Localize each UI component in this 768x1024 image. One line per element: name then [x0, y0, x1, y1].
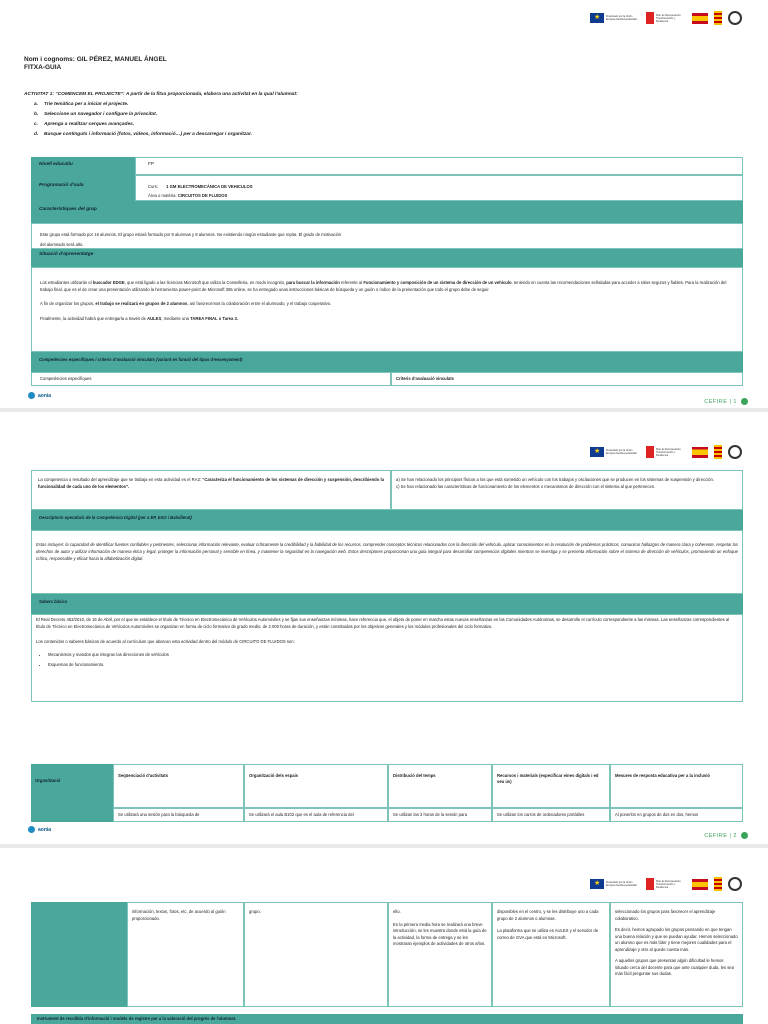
competencies-col2 — [391, 372, 743, 386]
instrument-header — [31, 1014, 743, 1024]
descriptors-body — [31, 530, 743, 594]
sabers-label: Sabers bàsics — [39, 599, 68, 604]
org-label: Organització — [35, 778, 61, 783]
cefire-logo — [728, 877, 742, 891]
spain-government-logo — [692, 445, 708, 459]
cefire-logo — [728, 445, 742, 459]
criteria-a: a) Se han relacionado los principios físicos a los que está sometido un vehículo con los trabajos y oscilaciones que se producen en los sistemas de suspensión y dirección. — [396, 477, 714, 482]
grup-header — [31, 201, 743, 223]
activity-item-text: Busque continguts i informació (fotos, vídeos, informació…) per a descarregar i organitzar. — [44, 132, 252, 137]
descriptors-label: Descriptor/s operatiu/s de la Competència Digital (per a EP, ESO i Batxillerat) — [39, 515, 192, 520]
situacio-label: Situació d’aprenentatge — [39, 252, 94, 257]
plan-logo-text: Plan de Recuperación, Transformación y Resiliencia — [656, 447, 682, 457]
activity-item — [34, 100, 544, 110]
org-row-cell: Se utilizará el aula B102 que es el aula de referencia del — [244, 808, 388, 822]
situacio-body — [31, 267, 743, 352]
eu-funding-logo — [590, 877, 640, 891]
activity-item-letter: a. — [34, 102, 39, 107]
student-name: Nom i cognoms: GIL PÉREZ, MANUEL ÁNGEL — [24, 56, 167, 63]
grup-body — [31, 223, 743, 249]
org-cont-text-5c: A aquellos grupos que presentan algún dificultad le hemos situado cerca del docente para que ante cualquier duda, les sea más fácil preguntar sus dudas. — [615, 958, 734, 976]
nivell-value-cell — [135, 157, 743, 175]
situacio-paragraph-2: A fin de organizar los grupos, el trabajo se realizará en grupos de 2 alumnos, así favorecemos la colaboración entre el alumnado, y el trabajo cooperativo. — [40, 301, 332, 306]
criteria-c: c) Se han relacionado las características de funcionamiento de los elementos o mecanismos de dirección con el sistema al que pertenecen. — [396, 483, 656, 489]
org-cont-text-4b: La plataforma que se utiliza es AULES y el servidor de correo de GVA que está en Microsoft. — [497, 928, 599, 940]
footer-page-number — [704, 832, 748, 839]
recovery-plan-icon — [646, 12, 654, 24]
cefire-icon — [728, 445, 742, 459]
gva-icon — [714, 445, 722, 459]
spain-government-logo — [692, 11, 708, 25]
generalitat-valenciana-logo — [714, 877, 722, 891]
competence-cell — [31, 470, 391, 510]
header-logos — [590, 442, 742, 462]
sabers-header — [31, 594, 743, 614]
competencies-header-text: Competències específiques i criteris d’avaluació vinculats (variant en funció del tipus d’ensenyament) — [39, 357, 243, 362]
org-cont-text-4: disponibles en el centro, y se les distribuye uno a cada grupo de 2 alumnos o alumnas. — [497, 909, 599, 921]
org-header-cell: Distribució del temps — [388, 764, 492, 808]
sabers-body — [31, 614, 743, 702]
sabers-list — [36, 650, 738, 670]
page-2 — [0, 412, 768, 844]
plan-logo-text: Plan de Recuperación, Transformación y Resiliencia — [656, 13, 682, 23]
activity-intro: ACTIVITAT 1: “COMENCEM EL PROJECTE”: A partir de la fitxa proporcionada, elabora una activitat en la qual l’alumnat: — [24, 92, 298, 97]
org-label-cell-continued — [31, 902, 127, 1007]
cefire-icon — [728, 877, 742, 891]
recovery-plan-icon — [646, 878, 654, 890]
area-value: CIRCUITOS DE FLUIDOS — [177, 193, 228, 198]
instrument-label: Instrument de recollida d’informació i models de registre per a la valoració del progrés de l’alumnat. — [37, 1016, 237, 1021]
descriptors-text: Estas incluyen: la capacidad de identificar fuentes confiables y pertinentes, seleccionar información relevante, evaluar críticamente la credibilidad y la fiabilidad de los recursos, comprender conceptos técnicos relacionados con la dirección del vehículo, aplicar conocimientos en la resolución de problemas prácticos, comunicar hallazgos de manera clara y coherente, respetar los derechos de autor y utilizar información de manera ética y legal, proteger la información personal y sensible en línea, y mantener la seguridad en la navegación web. Estos descriptores proporcionan una guía integral para desarrollar competencias digitales mientras se investiga y se presenta información sobre el sistema de dirección de vehículos, promoviendo un enfoque crítico, responsable y eficaz hacia la alfabetización digital. — [36, 542, 738, 561]
spain-flag-icon — [692, 447, 708, 458]
spain-flag-icon — [692, 13, 708, 24]
sabers-list-item: • Mecanismos y mandos que integran las direcciones de vehículos — [48, 650, 738, 660]
cefire-dot-icon — [741, 832, 748, 839]
grup-label: Característiques del grup — [39, 207, 97, 212]
footer-brand: aonia — [38, 826, 52, 833]
sabers-list-item: • Esquemas de funcionamiento. — [48, 660, 738, 670]
activity-item-letter: b. — [34, 112, 39, 117]
eu-funding-logo — [590, 445, 640, 459]
eu-logo-text: Financiado por la Unión Europea NextGenerationEU — [606, 449, 638, 455]
sabers-paragraph-1: El Real Decreto 453/2010, de 16 de Abril, por el que se establece el título de Técnico en Electromecánica de Vehículos Automóviles y se fijan sus enseñanzas mínimas, hace referencia que, el objeto de poner en marcha estas nuevas enseñanzas en las Comunidades Autónomas, se desarrolle el currículo correspondiente a las mismas. Las enseñanzas correspondientes al título de Técnico en Electromecánica de Vehículos Automóviles se organizan en forma de ciclo formativo de grado medio, de 2.000 horas de duración, y están constituidas por los objetivos generales y los módulos profesionales del ciclo formativo. — [36, 617, 730, 629]
activity-list — [24, 100, 544, 140]
spain-government-logo — [692, 877, 708, 891]
aonia-icon — [28, 392, 35, 399]
activity-item-letter: d. — [34, 132, 39, 137]
page-3 — [0, 848, 768, 1024]
header-logos — [590, 8, 742, 28]
competencies-header — [31, 352, 743, 372]
criteria-cell — [391, 470, 743, 510]
page-1 — [0, 0, 768, 408]
eu-flag-icon — [590, 879, 604, 889]
aonia-icon — [28, 826, 35, 833]
recovery-plan-logo — [646, 11, 686, 25]
org-cont-col2 — [244, 902, 388, 1007]
recovery-plan-logo — [646, 445, 686, 459]
org-header-cell: Mesures de resposta educativa per a la inclusió — [610, 764, 743, 808]
org-header-cell: Recursos i materials (especificar eines digitals i ed seu ús) — [492, 764, 610, 808]
activity-item — [34, 110, 544, 120]
cefire-icon — [728, 11, 742, 25]
footer-aonia-logo — [28, 392, 51, 399]
situacio-header — [31, 249, 743, 267]
org-label-cell — [31, 764, 113, 822]
situacio-paragraph-3: Finalmente, la actividad habrá que entregarla a través de AULES, mediante una TAREA FINAL o Tarea 3. — [40, 315, 238, 321]
nivell-value: FP — [148, 162, 155, 167]
grup-text: Este grupo está formado por 16 alumnos. El grupo estará formado por 8 alumnas y 8 alumnos. No existiendo ningún estudiante que repita. El grado de motivación — [40, 232, 342, 237]
activity-item — [34, 120, 544, 130]
eu-logo-text: Financiado por la Unión Europea NextGenerationEU — [606, 881, 638, 887]
org-cont-col4 — [492, 902, 610, 1007]
activity-item-text: Aprenga a realitzar cerques avançades. — [44, 122, 135, 127]
org-cont-text-1: información, textos, fotos, etc, de acuerdo al guión proporcionado. — [132, 909, 226, 921]
document-type: FITXA-GUIA — [24, 64, 62, 71]
footer-aonia-logo — [28, 826, 51, 833]
competence-text: La competencia o resultado del aprendizaje que se trabaja en esta actividad es el RA3: — [38, 477, 203, 482]
org-cont-col3 — [388, 902, 492, 1007]
org-row-cell: Al ponerlos en grupos de dos en dos, hemos — [610, 808, 743, 822]
org-row-cell: Se utilizará una sesión para la búsqueda de — [113, 808, 244, 822]
competencies-col1 — [31, 372, 391, 386]
competencies-col2-label: Criteris d’avaluació vinculats — [396, 376, 454, 381]
curs-label: Curs: — [148, 184, 159, 189]
org-row-cell: Se utilizan los carros de ordenadores portátiles — [492, 808, 610, 822]
org-header-cell: Seqüenciació d’activitats — [113, 764, 244, 808]
eu-flag-icon — [590, 447, 604, 457]
footer-page-number — [704, 398, 748, 405]
nivell-label-cell — [31, 157, 135, 175]
recovery-plan-icon — [646, 446, 654, 458]
cefire-logo — [728, 11, 742, 25]
org-cont-text-3: ello. — [393, 909, 401, 914]
activity-item-text: Trie temàtica per a iniciar el projecte. — [44, 102, 129, 107]
cefire-dot-icon — [741, 398, 748, 405]
eu-flag-icon — [590, 13, 604, 23]
situacio-paragraph-1: Los estudiantes utilizarán el buscador EDGE, que está ligado a las licencias Microsoft que utiliza la Conselleria, en modo incognito, para buscar la información referente al Funcionamiento y composición de un sistema de dirección de un vehículo, teniendo en cuenta las recomendaciones señaladas para acceder a sitios seguros y fiables. Para la realización del trabajo final, que es el de crear una presentación utilizando la herramienta power-point de Microsoft 365 online, se ha entregado unas instrucciones básicas de búsqueda y un guión o índice de la presentación que todo el grupo debe de seguir. — [40, 280, 727, 292]
org-cont-text-5b: Es decir, hemos agrupado los grupos pensando en que tengan una buena relación y que se puedan ayudar. Hemos seleccionado un alumno que es más líder y tiene mejores cualidades para el aprendizaje y otro al quede cuesta más. — [615, 927, 738, 952]
grup-text-2: del alumnado será alto. — [40, 242, 84, 247]
page-number: CEFIRE | 2 — [704, 832, 737, 839]
gva-icon — [714, 11, 722, 25]
area-label: Àrea o matèria: — [148, 193, 177, 198]
competence-ra3: “Caracteriza el funcionamiento de los sistemas de dirección y suspensión, describiendo la funcionalidad de cada uno de los elementos”. — [38, 477, 384, 489]
activity-item-text: Seleccione un navegador i configure la privacitat. — [44, 112, 158, 117]
org-cont-text-3b: En la primera media hora se realizará una breve introducción, se les muestra donde está la guía de la actividad, la forma de entrega y se les mostraran ejemplos de actividades de otros años. — [393, 921, 487, 946]
header-logos — [590, 874, 742, 894]
programacio-label: Programació d’aula — [39, 183, 84, 188]
competencies-col1-label: Competències específiques — [40, 376, 92, 381]
eu-logo-text: Financiado por la Unión Europea NextGenerationEU — [606, 15, 638, 21]
org-cont-text-2: grupo. — [249, 909, 261, 914]
activity-item — [34, 130, 544, 140]
org-row-cell: Se utilizan las 3 horas de la sesión para — [388, 808, 492, 822]
programacio-label-cell — [31, 175, 135, 201]
org-cont-col1 — [127, 902, 244, 1007]
footer-brand: aonia — [38, 392, 52, 399]
generalitat-valenciana-logo — [714, 445, 722, 459]
nivell-label: Nivell educatiu — [39, 162, 73, 167]
activity-item-letter: c. — [34, 122, 39, 127]
gva-icon — [714, 877, 722, 891]
sabers-paragraph-2: Los contenidos o saberes básicos de acuerdo al currículum que abarcan esta actividad dentro del módulo de CIRCUITO DE FLUIDOS son: — [36, 639, 295, 644]
page-number: CEFIRE | 1 — [704, 398, 737, 405]
org-cont-text-5: seleccionado los grupos para favorecer el aprendizaje colaborativo. — [615, 909, 716, 921]
eu-funding-logo — [590, 11, 640, 25]
spain-flag-icon — [692, 879, 708, 890]
curs-value: 1 GM ELECTROMECÀNICA DE VEHICULOS — [166, 184, 253, 189]
programacio-value-cell — [135, 175, 743, 201]
generalitat-valenciana-logo — [714, 11, 722, 25]
plan-logo-text: Plan de Recuperación, Transformación y Resiliencia — [656, 879, 682, 889]
descriptors-header — [31, 510, 743, 530]
org-cont-col5 — [610, 902, 743, 1007]
recovery-plan-logo — [646, 877, 686, 891]
org-header-cell: Organització dels espais — [244, 764, 388, 808]
